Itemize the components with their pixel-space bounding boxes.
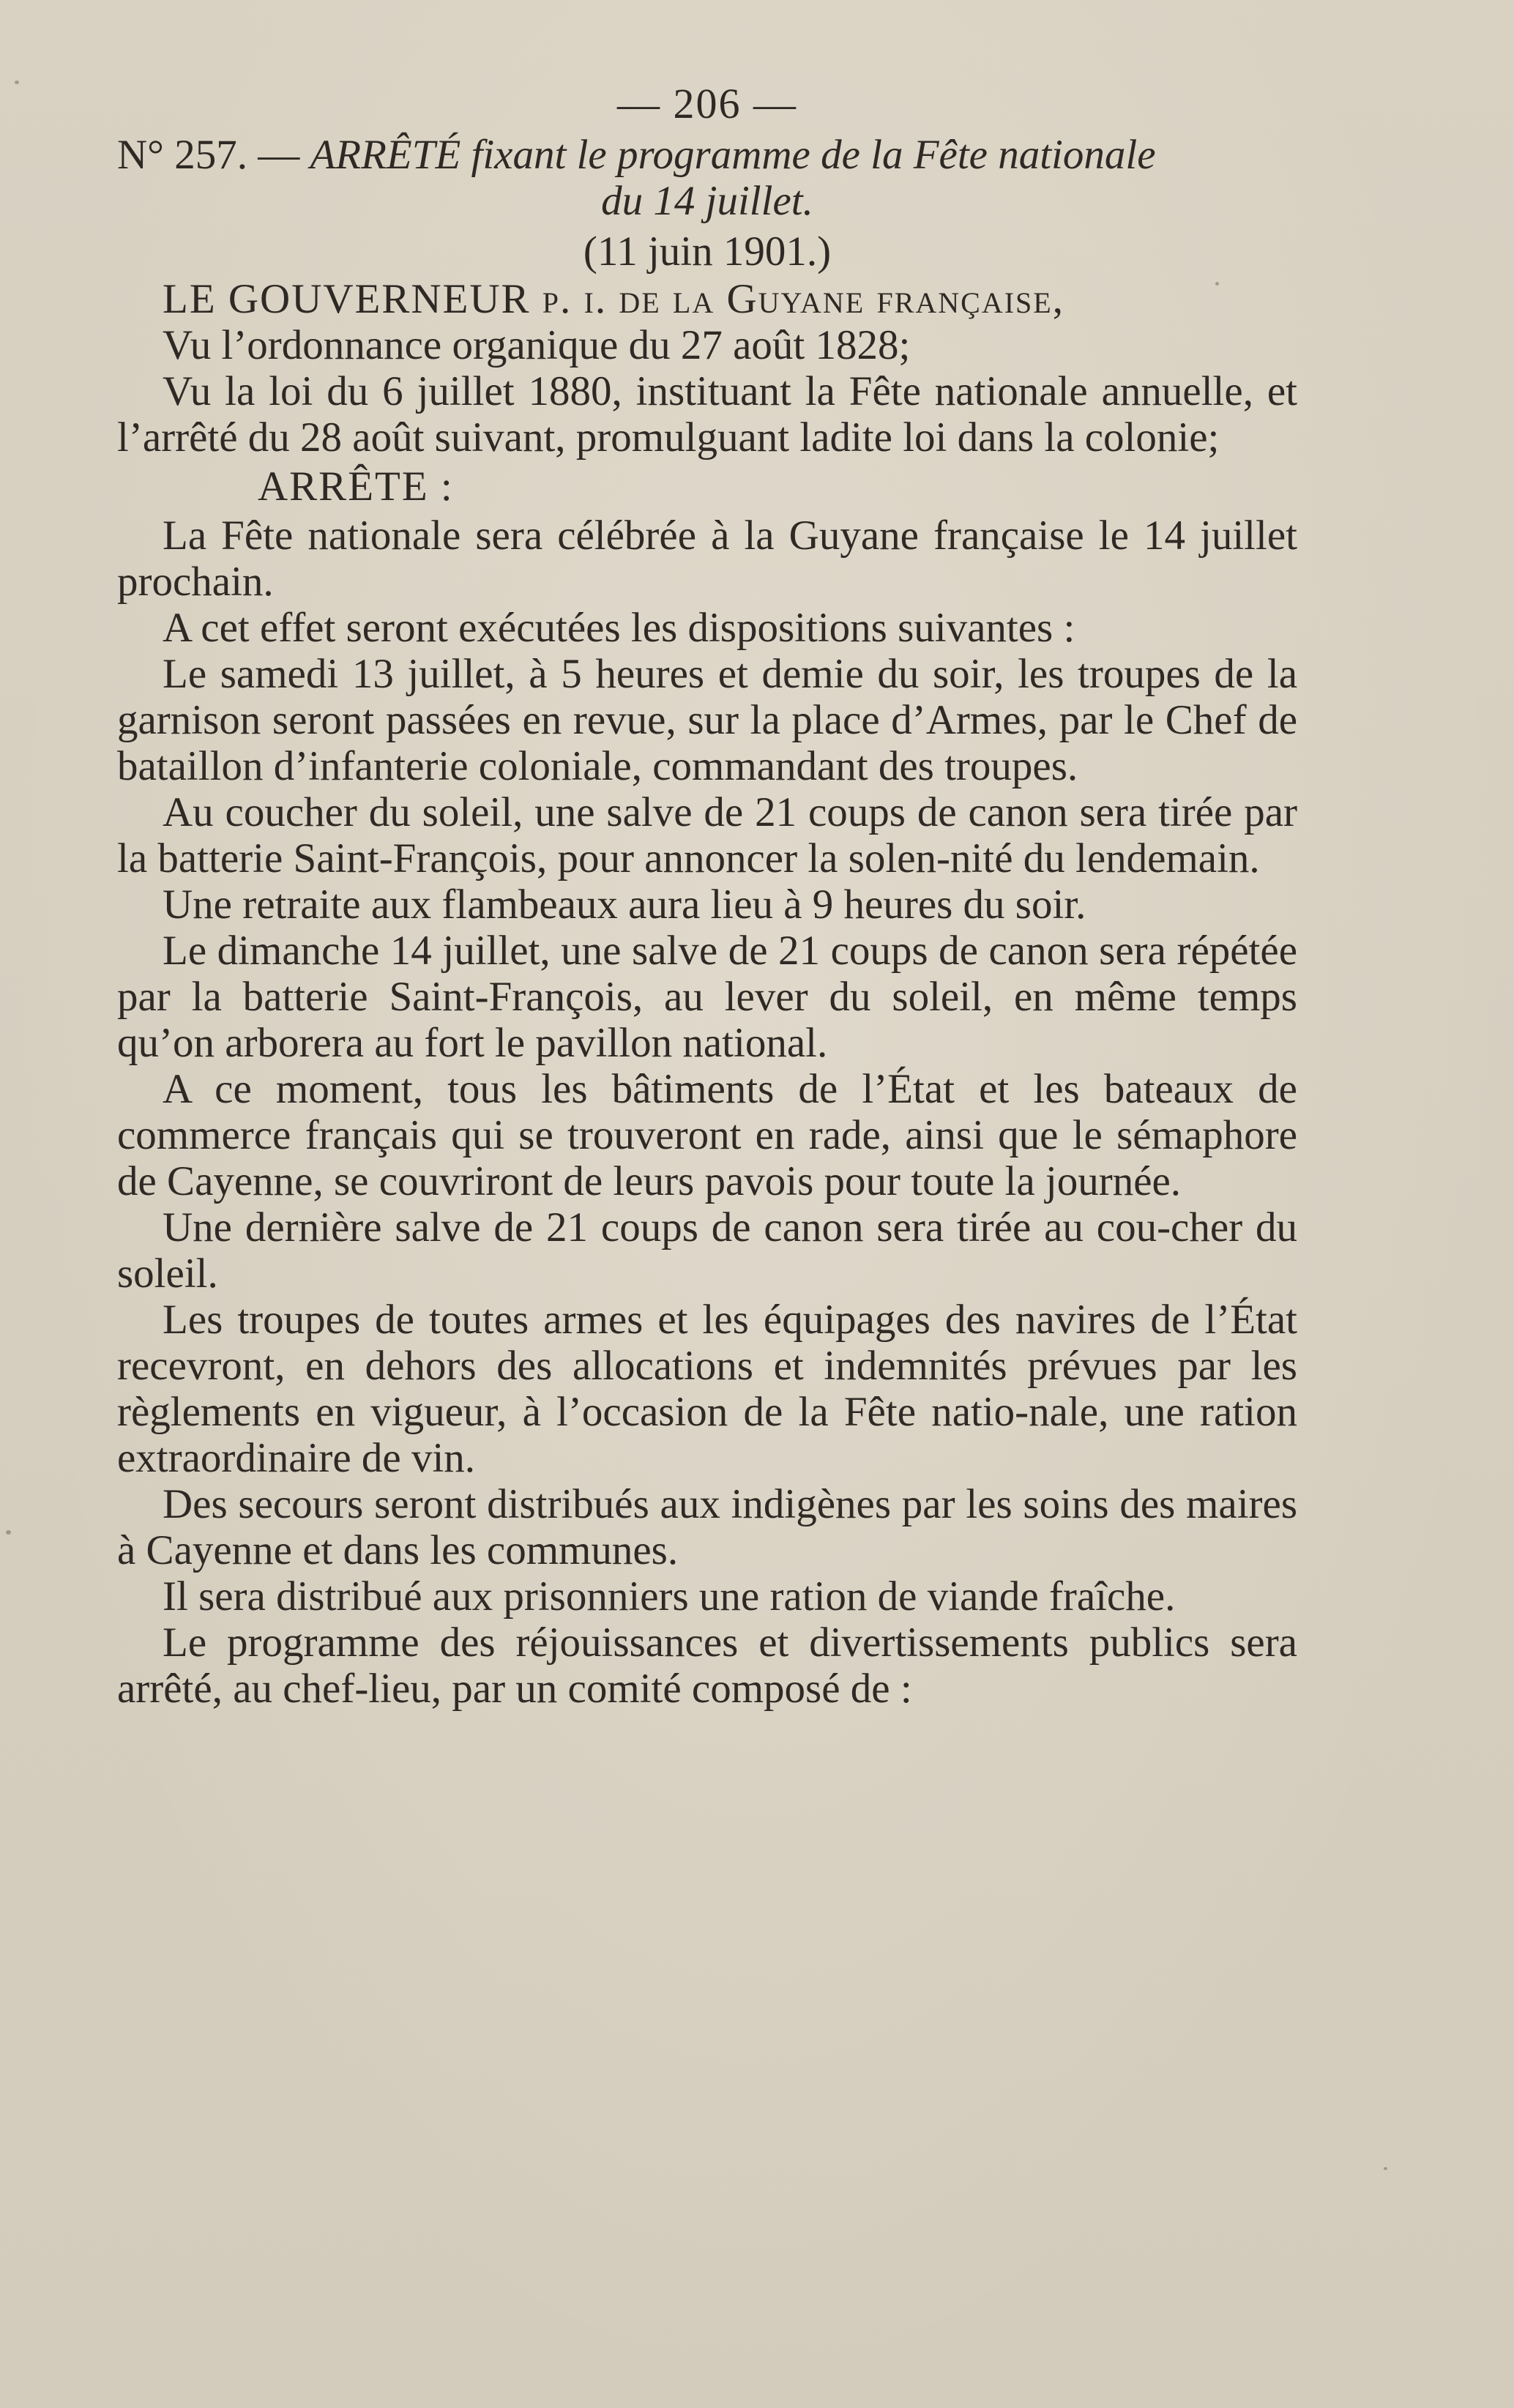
paper-speck [6, 1530, 11, 1535]
decree-number: N° 257. [117, 132, 247, 178]
document-text [117, 81, 1297, 1712]
paragraph-derniere-salve: Une dernière salve de 21 coups de canon sera tirée au cou-cher du soleil. [117, 1204, 1297, 1297]
paragraph-moment: A ce moment, tous les bâtiments de l’État et les bateaux de commerce français qui se trouveront en rade, ainsi que le sémaphore de Cayenne, se couvriront de leurs pavois pour toute la journée. [117, 1066, 1297, 1204]
governor-line [117, 276, 1297, 322]
arrete-heading [117, 463, 1297, 510]
paragraph-troupes: Les troupes de toutes armes et les équipages des navires de l’État recevront, en dehors des allocations et indemnités prévues par les règlements en vigueur, à l’occasion de la Fête natio-nale, une ration extraordinaire de vin. [117, 1297, 1297, 1481]
paper-speck [15, 81, 19, 84]
paragraph-samedi: Le samedi 13 juillet, à 5 heures et demie du soir, les troupes de la garnison seront passées en revue, sur la place d’Armes, par le Chef de bataillon d’infanterie coloniale, commandant des troupes. [117, 651, 1297, 789]
paragraph-retraite: Une retraite aux flambeaux aura lieu à 9 heures du soir. [163, 881, 1086, 928]
page-number: — 206 — [617, 80, 797, 127]
paragraph-secours: Des secours seront distribués aux indigènes par les soins des maires à Cayenne et dans les communes. [117, 1481, 1297, 1573]
paper-speck [1384, 2167, 1387, 2170]
decree-title [117, 132, 1297, 178]
decree-title-main: ARRÊTÉ fixant le programme de la Fête nationale [310, 132, 1156, 178]
paragraph-prisonniers: Il sera distribué aux prisonniers une ration de viande fraîche. [163, 1573, 1176, 1619]
decree-date: (11 juin 1901.) [583, 228, 832, 275]
paragraph-vu-loi: Vu la loi du 6 juillet 1880, instituant la Fête nationale annuelle, et l’arrêté du 28 août suivant, promulguant ladite loi dans la colonie; [117, 368, 1297, 461]
paragraph-programme: Le programme des réjouissances et divertissements publics sera arrêté, au chef-lieu, par un comité composé de : [117, 1619, 1297, 1712]
paragraph-coucher: Au coucher du soleil, une salve de 21 coups de canon sera tirée par la batterie Saint-François, pour annoncer la solen-nité du lendemain. [117, 789, 1297, 881]
paragraph-vu-ordonnance: Vu l’ordonnance organique du 27 août 1828; [163, 322, 911, 368]
paragraph-dimanche: Le dimanche 14 juillet, une salve de 21 coups de canon sera répétée par la batterie Saint-François, au lever du soleil, en même temps qu’on arborera au fort le pavillon national. [117, 928, 1297, 1066]
paragraph-fete: La Fête nationale sera célébrée à la Guyane française le 14 juillet prochain. [117, 512, 1297, 605]
title-dash: — [247, 132, 310, 178]
paragraph-dispositions: A cet effet seront exécutées les dispositions suivantes : [163, 605, 1075, 651]
decree-title-line2: du 14 juillet. [601, 178, 813, 224]
arrete-text: ARRÊTE : [258, 463, 454, 510]
governor-text: LE GOUVERNEUR p. i. de la Guyane française, [163, 276, 1064, 322]
